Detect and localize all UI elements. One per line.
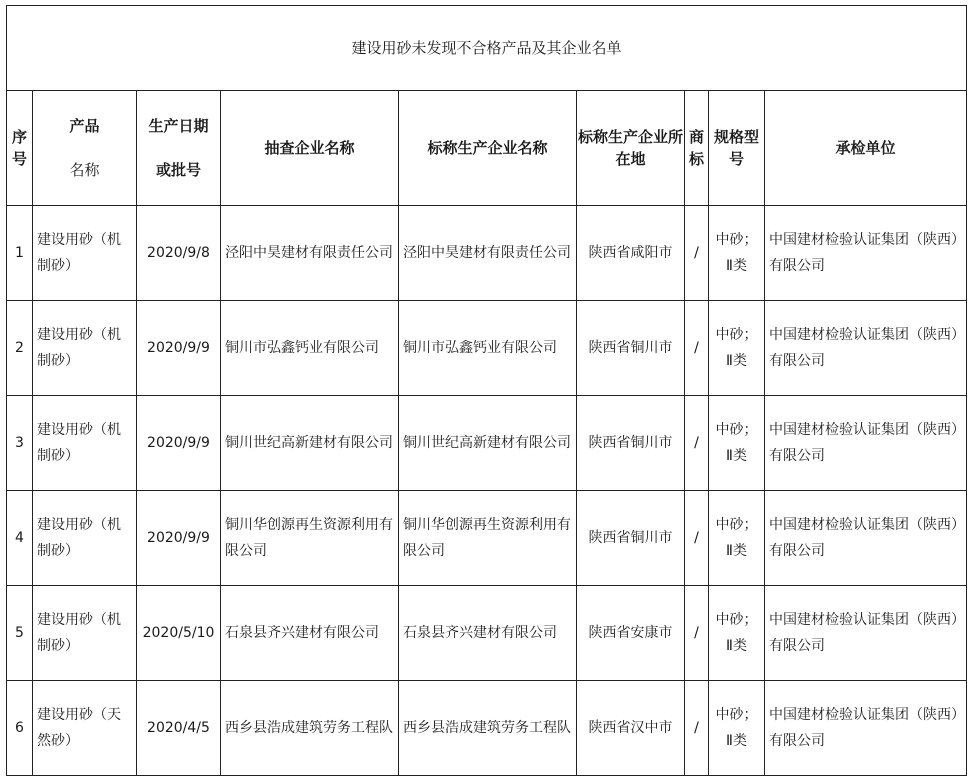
cell-location: 陕西省铜川市 [577,396,685,491]
cell-seq: 5 [7,586,33,681]
cell-date: 2020/9/9 [137,396,221,491]
cell-claimed-producer: 西乡县浩成建筑劳务工程队 [399,681,577,776]
cell-location: 陕西省咸阳市 [577,206,685,301]
cell-seq: 2 [7,301,33,396]
header-inspector: 承检单位 [765,91,967,206]
cell-seq: 3 [7,396,33,491]
cell-spec: 中砂； Ⅱ类 [709,586,765,681]
cell-date: 2020/9/9 [137,301,221,396]
cell-brand: / [685,301,709,396]
cell-inspector: 中国建材检验认证集团（陕西）有限公司 [765,491,967,586]
header-product: 产品 名称 [33,91,137,206]
cell-date: 2020/9/9 [137,491,221,586]
table-row [7,681,967,776]
cell-seq: 6 [7,681,33,776]
cell-brand: / [685,681,709,776]
cell-claimed-producer: 铜川世纪高新建材有限公司 [399,396,577,491]
cell-brand: / [685,396,709,491]
cell-product: 建设用砂（机制砂） [33,301,137,396]
cell-spec: 中砂； Ⅱ类 [709,396,765,491]
cell-inspector: 中国建材检验认证集团（陕西）有限公司 [765,301,967,396]
cell-product: 建设用砂（天然砂） [33,681,137,776]
cell-spec: 中砂； Ⅱ类 [709,206,765,301]
cell-date: 2020/4/5 [137,681,221,776]
cell-inspector: 中国建材检验认证集团（陕西）有限公司 [765,681,967,776]
cell-spec: 中砂； Ⅱ类 [709,491,765,586]
cell-seq: 1 [7,206,33,301]
table-title: 建设用砂未发现不合格产品及其企业名单 [7,6,967,91]
cell-product: 建设用砂（机制砂） [33,206,137,301]
cell-checked-company: 泾阳中昊建材有限责任公司 [221,206,399,301]
cell-checked-company: 铜川华创源再生资源利用有限公司 [221,491,399,586]
cell-date: 2020/5/10 [137,586,221,681]
table-row [7,491,967,586]
cell-location: 陕西省铜川市 [577,301,685,396]
cell-claimed-producer: 铜川华创源再生资源利用有限公司 [399,491,577,586]
cell-spec: 中砂； Ⅱ类 [709,681,765,776]
cell-inspector: 中国建材检验认证集团（陕西）有限公司 [765,396,967,491]
header-checked-company: 抽查企业名称 [221,91,399,206]
header-claimed-producer: 标称生产企业名称 [399,91,577,206]
header-date: 生产日期 或批号 [137,91,221,206]
cell-brand: / [685,491,709,586]
cell-seq: 4 [7,491,33,586]
cell-product: 建设用砂（机制砂） [33,586,137,681]
product-list-table [6,5,967,776]
cell-checked-company: 石泉县齐兴建材有限公司 [221,586,399,681]
cell-inspector: 中国建材检验认证集团（陕西）有限公司 [765,206,967,301]
header-brand: 商 标 [685,91,709,206]
cell-date: 2020/9/8 [137,206,221,301]
cell-checked-company: 铜川世纪高新建材有限公司 [221,396,399,491]
cell-brand: / [685,206,709,301]
table-row [7,586,967,681]
cell-product: 建设用砂（机制砂） [33,491,137,586]
cell-location: 陕西省铜川市 [577,491,685,586]
table-row [7,396,967,491]
cell-inspector: 中国建材检验认证集团（陕西）有限公司 [765,586,967,681]
cell-product: 建设用砂（机制砂） [33,396,137,491]
cell-checked-company: 西乡县浩成建筑劳务工程队 [221,681,399,776]
cell-brand: / [685,586,709,681]
cell-claimed-producer: 泾阳中昊建材有限责任公司 [399,206,577,301]
header-seq: 序 号 [7,91,33,206]
title-row [7,6,967,91]
table-row [7,206,967,301]
cell-claimed-producer: 石泉县齐兴建材有限公司 [399,586,577,681]
cell-location: 陕西省汉中市 [577,681,685,776]
cell-location: 陕西省安康市 [577,586,685,681]
cell-spec: 中砂； Ⅱ类 [709,301,765,396]
cell-claimed-producer: 铜川市弘鑫钙业有限公司 [399,301,577,396]
header-producer-location: 标称生产企业所在地 [577,91,685,206]
table-row [7,301,967,396]
header-spec: 规格型 号 [709,91,765,206]
cell-checked-company: 铜川市弘鑫钙业有限公司 [221,301,399,396]
header-row [7,91,967,206]
